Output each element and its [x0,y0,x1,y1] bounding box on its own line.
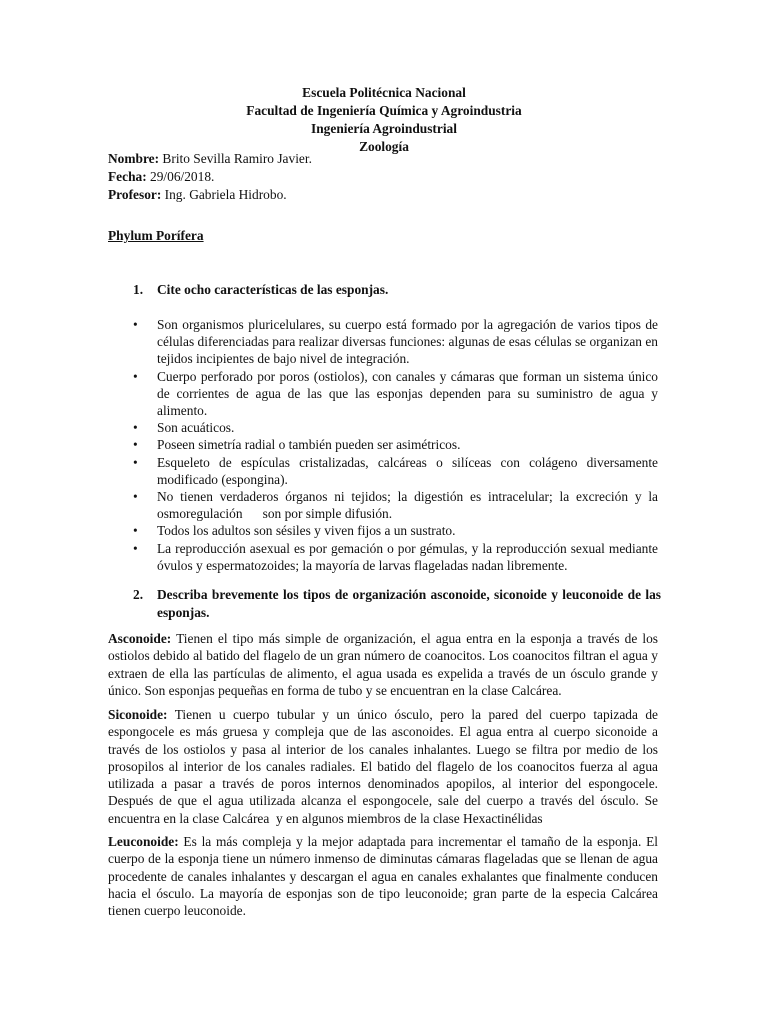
list-item: • Son acuáticos. [133,419,658,436]
asconoide-text: Tienen el tipo más simple de organización, el agua entra en la esponja a través de los ostiolos debido al batido del flagelo de un gran número de coanocitos. Los coanocitos filtran el agua y extraen de ella las partículas de alimento, el agua usada es expelida a través de un ósculo grande y único. Son esponjas pequeñas en forma de tubo y se encuentran en la clase Calcárea. [108,631,658,698]
program-name: Ingeniería Agroindustrial [311,121,457,136]
nombre-row [108,150,312,168]
profesor-label: Profesor: [108,187,162,202]
section-title: Phylum Porífera [108,228,204,243]
faculty-name: Facultad de Ingeniería Química y Agroindustria [246,103,522,118]
list-item: • Todos los adultos son sésiles y viven fijos a un sustrato. [133,522,658,539]
student-info [108,150,312,204]
nombre-value: Brito Sevilla Ramiro Javier. [159,151,312,166]
profesor-value: Ing. Gabriela Hidrobo. [161,187,287,202]
asconoide-paragraph [108,630,658,699]
profesor-row [108,186,312,204]
list-item: • Poseen simetría radial o también pueden ser asimétricos. [133,436,658,453]
leuconoide-paragraph [108,833,658,919]
fecha-row [108,168,312,186]
question-2 [133,586,661,621]
list-item: • Son organismos pluricelulares, su cuerpo está formado por la agregación de varios tipos de células diferenciadas para realizar diversas funciones: algunas de esas células se organizan en tejidos incipientes de bajo nivel de integración. [133,316,658,368]
course-name: Zoología [359,139,409,154]
leuconoide-label: Leuconoide: [108,834,179,849]
siconoide-text: Tienen u cuerpo tubular y un único ósculo, pero la pared del cuerpo tapizada de espongocele es más gruesa y compleja que de las asconoides. El agua entra al cuerpo siconoide a través de los ostiolos y pasa al interior de los canales inhalantes. Luego se filtra por medio de los prosopilos al interior de los canales radiales. El batido del flagelo de los coanocitos fuerza al agua utilizada a pasar a través de poros internos denominados apopilos, al interior del espongocele. Después de que el agua utilizada alcanza el espongocele, sale del cuerpo a través del ósculo. Se encuentra en la clase Calcárea y en algunos miembros de la clase Hexactinélidas [108,707,662,826]
question-1 [133,281,661,299]
list-item: • Esqueleto de espículas cristalizadas, calcáreas o silíceas con colágeno diversamente modificado (espongina). [133,454,658,488]
fecha-label: Fecha: [108,169,147,184]
document-header [0,84,768,156]
institution-name: Escuela Politécnica Nacional [302,85,466,100]
list-item: • Cuerpo perforado por poros (ostiolos), con canales y cámaras que forman un sistema único de corrientes de agua de las que las esponjas dependen para su suministro de agua y alimento. [133,368,658,420]
nombre-label: Nombre: [108,151,160,166]
characteristics-list [133,316,662,574]
leuconoide-text: Es la más compleja y la mejor adaptada para incrementar el tamaño de la esponja. El cuerpo de la esponja tiene un número inmenso de diminutas cámaras flageladas que se llenan de agua procedente de canales inhalantes y descargan el agua en canales exhalantes que finalmente conducen hacia el ósculo. La mayoría de esponjas son de tipo leuconoide; gran parte de la especia Calcárea tienen cuerpo leuconoide. [108,834,658,919]
siconoide-paragraph [108,706,662,827]
question-1-number: 1. [133,282,144,297]
asconoide-label: Asconoide: [108,631,172,646]
fecha-value: 29/06/2018. [146,169,215,184]
list-item: • La reproducción asexual es por gemación o por gémulas, y la reproducción sexual mediante óvulos y espermatozoides; la mayoría de larvas flageladas nadan libremente. [133,540,658,574]
siconoide-label: Siconoide: [108,707,168,722]
question-2-number: 2. [133,587,144,602]
question-2-text: Describa brevemente los tipos de organización asconoide, siconoide y leuconoide de las esponjas. [157,587,661,620]
question-1-text: Cite ocho características de las esponjas. [157,282,389,297]
list-item: • No tienen verdaderos órganos ni tejidos; la digestión es intracelular; la excreción y la osmoregulación son por simple difusión. [133,488,658,522]
